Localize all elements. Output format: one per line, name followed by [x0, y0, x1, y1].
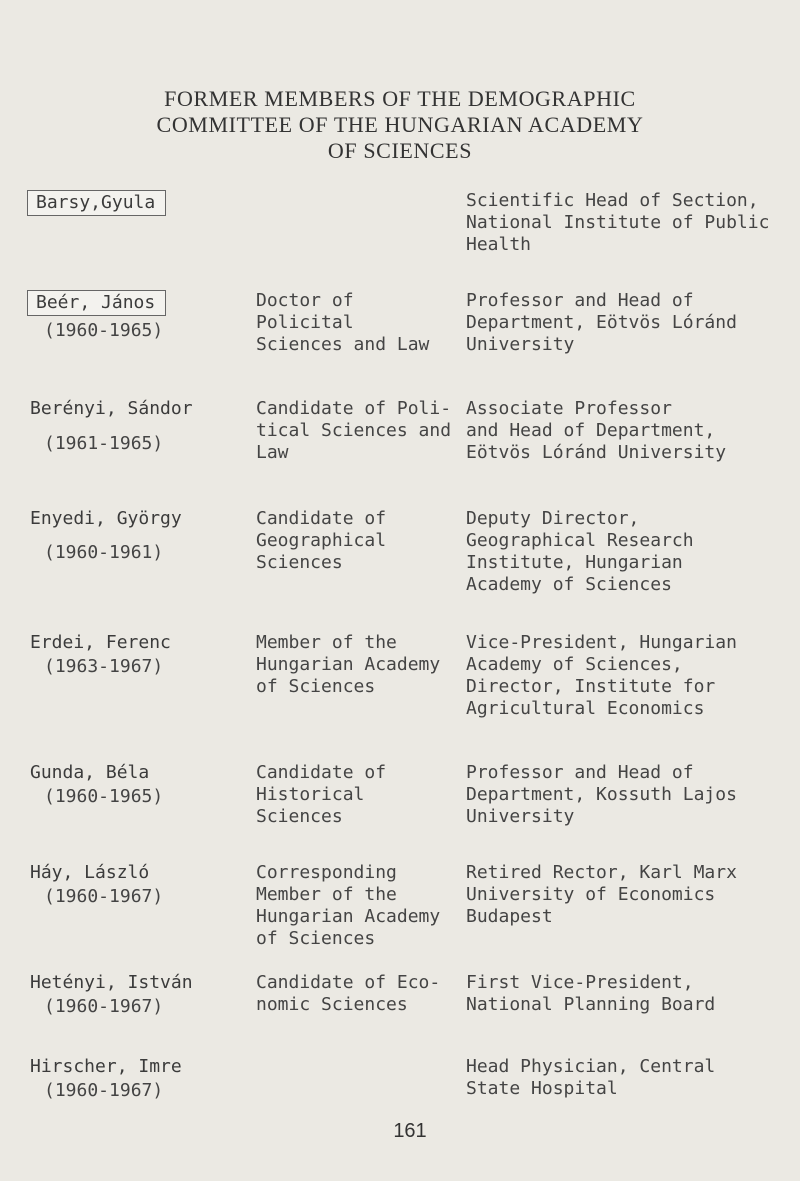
member-position: Professor and Head of Department, Kossuth Lajos University: [466, 762, 737, 827]
member-degree: Candidate of Eco- nomic Sciences: [256, 972, 441, 1015]
member-position: Associate Professor and Head of Department, Eötvös Lóránd University: [466, 398, 727, 463]
member-position: Deputy Director, Geographical Research Institute, Hungarian Academy of Sciences: [466, 508, 694, 595]
member-name: Háy, László: [30, 862, 150, 883]
member-name: Berényi, Sándor: [30, 398, 193, 419]
member-years: (1960-1961): [44, 542, 164, 563]
member-position: First Vice-President, National Planning Board: [466, 972, 716, 1015]
page-title: [0, 86, 800, 164]
member-name: Gunda, Béla: [30, 762, 150, 783]
member-position: Vice-President, Hungarian Academy of Sciences, Director, Institute for Agricultural Economics: [466, 632, 737, 719]
member-years: (1960-1967): [44, 996, 164, 1017]
title-line-2: COMMITTEE OF THE HUNGARIAN ACADEMY: [156, 112, 644, 137]
member-years: (1960-1967): [44, 886, 164, 907]
member-position: Retired Rector, Karl Marx University of Economics Budapest: [466, 862, 737, 927]
title-line-3: OF SCIENCES: [327, 138, 473, 163]
member-degree: Candidate of Poli- tical Sciences and Law: [256, 398, 452, 463]
member-degree: Doctor of Policital Sciences and Law: [256, 290, 430, 355]
member-degree: Member of the Hungarian Academy of Sciences: [256, 632, 441, 697]
title-line-1: FORMER MEMBERS OF THE DEMOGRAPHIC: [164, 86, 636, 111]
member-name: Hirscher, Imre: [30, 1056, 182, 1077]
member-name: Barsy,Gyula: [27, 190, 166, 216]
member-position: Professor and Head of Department, Eötvös Lóránd University: [466, 290, 737, 355]
member-years: (1960-1967): [44, 1080, 164, 1101]
member-degree: Candidate of Geographical Sciences: [256, 508, 387, 573]
member-years: (1960-1965): [44, 786, 164, 807]
member-years: (1961-1965): [44, 433, 164, 454]
member-name: Beér, János: [27, 290, 166, 316]
member-position: Head Physician, Central State Hospital: [466, 1056, 716, 1099]
page-number: 161: [393, 1120, 427, 1142]
member-degree: Candidate of Historical Sciences: [256, 762, 387, 827]
member-name: Erdei, Ferenc: [30, 632, 171, 653]
member-years: (1960-1965): [44, 320, 164, 341]
member-degree: Corresponding Member of the Hungarian Academy of Sciences: [256, 862, 441, 949]
member-years: (1963-1967): [44, 656, 164, 677]
member-position: Scientific Head of Section, National Institute of Public Health: [466, 190, 770, 255]
member-name: Hetényi, István: [30, 972, 193, 993]
member-name: Enyedi, György: [30, 508, 182, 529]
